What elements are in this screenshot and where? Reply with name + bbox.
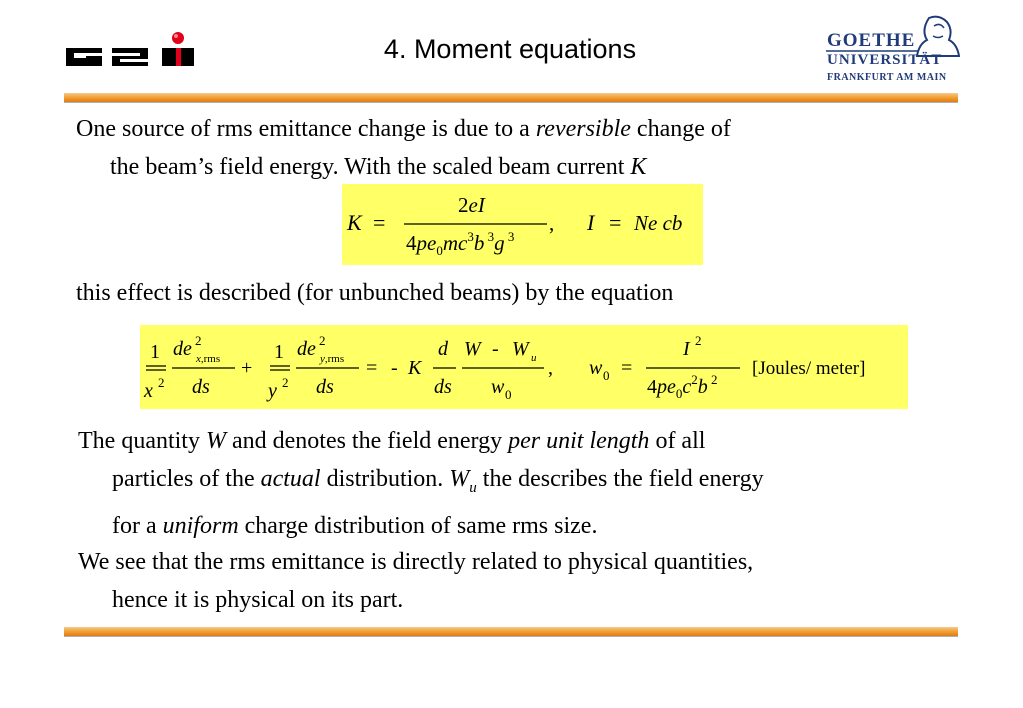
gsi-logo xyxy=(66,32,196,72)
svg-text:=: = xyxy=(366,357,378,379)
svg-text:=: = xyxy=(373,210,386,235)
equation-emittance-energy xyxy=(140,325,908,409)
svg-text:w: w xyxy=(491,376,505,398)
slide-title: 4. Moment equations xyxy=(383,34,637,64)
svg-text:y: y xyxy=(268,380,277,402)
goethe-line1: GOETHE xyxy=(827,30,916,51)
header-divider xyxy=(64,93,958,102)
paragraph-intro: One source of rms emittance change is due to a reversible change of the beam’s field energy. With the scaled beam current K xyxy=(76,116,731,180)
svg-text:,: , xyxy=(548,357,553,379)
svg-text:I: I xyxy=(683,338,690,360)
footer-divider xyxy=(64,627,958,636)
svg-text:u: u xyxy=(531,352,537,364)
svg-text:W: W xyxy=(464,338,481,360)
svg-text:=: = xyxy=(621,357,633,379)
svg-text:0: 0 xyxy=(603,368,610,383)
goethe-line3: FRANKFURT AM MAIN xyxy=(827,72,947,83)
svg-text:1: 1 xyxy=(274,341,284,363)
svg-text:,: , xyxy=(549,211,555,235)
svg-text:2: 2 xyxy=(158,375,165,390)
units-label: [Joules/ meter] xyxy=(752,358,866,379)
svg-text:=: = xyxy=(609,210,622,235)
paragraph-conclusion: We see that the rms emittance is directly related to physical quantities, hence it is physical on its part. xyxy=(78,549,754,613)
svg-text:ds: ds xyxy=(316,376,334,398)
svg-text:Ne cb: Ne cb xyxy=(634,211,683,235)
svg-text:x: x xyxy=(144,380,153,402)
svg-text:2: 2 xyxy=(195,333,202,348)
svg-text:2: 2 xyxy=(695,333,702,348)
svg-text:y,rms: y,rms xyxy=(320,353,345,365)
svg-text:K: K xyxy=(347,210,362,235)
paragraph-effect: this effect is described (for unbunched beams) by the equation xyxy=(76,280,674,306)
svg-text:-: - xyxy=(492,338,499,360)
svg-text:w: w xyxy=(589,357,603,379)
svg-text:de: de xyxy=(297,338,316,360)
goethe-line2: UNIVERSITÄT xyxy=(827,52,943,68)
svg-text:K: K xyxy=(408,357,422,379)
svg-text:x,rms: x,rms xyxy=(196,353,221,365)
svg-text:4pe0c2b 2: $4pe_0c^2b$ $^2$ xyxy=(647,372,718,401)
svg-text:+: + xyxy=(241,357,253,379)
svg-text:4pe0mc3b 3g 3: $4pe_0mc^3b$ $^3$g $^3$ xyxy=(406,229,515,258)
svg-text:-: - xyxy=(391,357,398,379)
svg-text:de: de xyxy=(173,338,192,360)
svg-text:2: 2 xyxy=(282,375,289,390)
svg-text:d: d xyxy=(438,338,448,360)
svg-text:1: 1 xyxy=(150,341,160,363)
svg-text:ds: ds xyxy=(192,376,210,398)
svg-text:ds: ds xyxy=(434,376,452,398)
svg-text:2: 2 xyxy=(319,333,326,348)
svg-text:I: I xyxy=(587,210,595,235)
svg-text:W: W xyxy=(512,338,529,360)
paragraph-quantity: The quantity W and denotes the field energy per unit length of all particles of the actual distribution. $W_u$ the describes the field energy for a uniform charge distribution of same rms size. xyxy=(78,428,764,539)
equation-scaled-current xyxy=(342,184,703,265)
svg-text:0: 0 xyxy=(505,387,512,402)
svg-text:2eI: 2eI xyxy=(458,193,485,217)
